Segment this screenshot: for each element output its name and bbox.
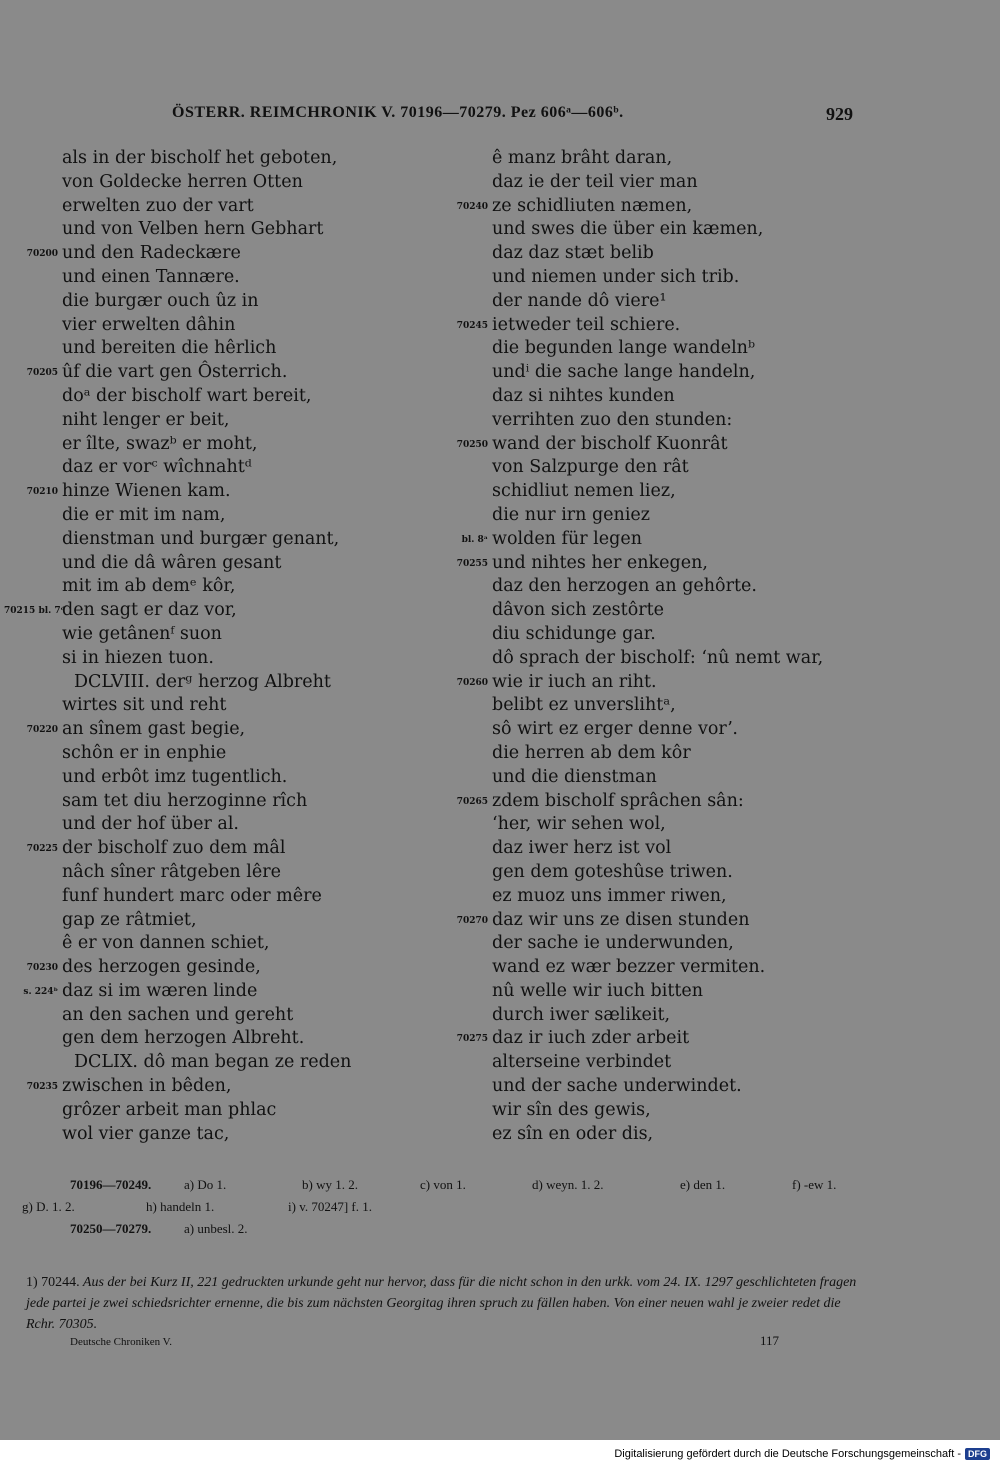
verse-text: daz iwer herz ist vol xyxy=(492,838,672,859)
verse-line xyxy=(456,909,823,933)
verse-line xyxy=(62,671,351,695)
verse-line xyxy=(62,1099,351,1123)
verse-line xyxy=(62,266,351,290)
line-number: bl. 8ᵃ xyxy=(461,534,488,545)
verse-line xyxy=(492,742,823,766)
verse-line xyxy=(492,409,823,433)
running-header xyxy=(0,104,1000,128)
verse-text: daz ir iuch zder arbeit xyxy=(492,1028,690,1049)
verse-line xyxy=(62,314,351,338)
verse-line xyxy=(492,385,823,409)
verse-line xyxy=(62,766,351,790)
verse-text: gen dem goteshûse triwen. xyxy=(492,861,733,882)
verse-line xyxy=(62,433,351,457)
verse-text: die begunden lange wandelnᵇ xyxy=(492,338,755,359)
verse-line xyxy=(492,1051,823,1075)
verse-line xyxy=(62,861,351,885)
verse-line xyxy=(62,385,351,409)
verse-text: der nande dô viere¹ xyxy=(492,290,667,311)
verse-text: zdem bischolf sprâchen sân: xyxy=(492,790,744,811)
verse-text: er îlte, swazᵇ er moht, xyxy=(62,433,258,454)
footnote xyxy=(26,1272,866,1335)
verse-text: ze schidliuten næmen, xyxy=(492,195,693,216)
series-title: Deutsche Chroniken V. xyxy=(70,1336,172,1348)
verse-line xyxy=(492,885,823,909)
verse-text: und nihtes her enkegen, xyxy=(492,552,708,573)
verse-text: doᵃ der bischolf wart bereit, xyxy=(62,385,312,406)
verse-text: funf hundert marc oder mêre xyxy=(62,885,322,906)
variant-range: 70196—70249. xyxy=(70,1177,152,1192)
verse-line xyxy=(62,552,351,576)
verse-text: daz er vorᶜ wîchnahtᵈ xyxy=(62,457,252,478)
verse-line xyxy=(62,171,351,195)
verse-line xyxy=(492,504,823,528)
verse-text: ez muoz uns immer riwen, xyxy=(492,885,727,906)
verse-text: hinze Wienen kam. xyxy=(62,481,231,502)
verse-text: die herren ab dem kôr xyxy=(492,742,691,763)
verse-line xyxy=(492,980,823,1004)
verse-line xyxy=(62,909,351,933)
verse-line xyxy=(62,694,351,718)
variant-apparatus xyxy=(22,1174,872,1240)
verse-line xyxy=(23,980,351,1004)
verse-text: und niemen under sich trib. xyxy=(492,266,740,287)
verse-text: sam tet diu herzoginne rîch xyxy=(62,790,308,811)
verse-line xyxy=(492,575,823,599)
verse-line xyxy=(62,813,351,837)
variant-note: g) D. 1. 2. xyxy=(22,1199,75,1214)
verse-text: niht lenger er beit, xyxy=(62,409,230,430)
verse-line xyxy=(26,956,351,980)
verse-text: ê manz brâht daran, xyxy=(492,148,673,168)
verse-line xyxy=(492,242,823,266)
line-number: 70220 xyxy=(26,725,58,736)
sheet-signature: 117 xyxy=(760,1333,780,1348)
credit-text: Digitalisierung gefördert durch die Deutsche Forschungsgemeinschaft - xyxy=(614,1448,961,1460)
verse-line xyxy=(456,790,823,814)
verse-text: si in hiezen tuon. xyxy=(62,647,214,668)
verse-line xyxy=(26,242,351,266)
verse-line xyxy=(492,1075,823,1099)
variant-note: b) wy 1. 2. xyxy=(302,1177,358,1192)
verse-text: undⁱ die sache lange handeln, xyxy=(492,362,756,383)
verse-line xyxy=(26,480,351,504)
verse-text: die er mit im nam, xyxy=(62,504,226,525)
line-number: 70200 xyxy=(26,249,58,260)
verse-text: verrihten zuo den stunden: xyxy=(492,409,733,430)
verse-line xyxy=(492,290,823,314)
verse-line xyxy=(62,337,351,361)
verse-line xyxy=(4,599,351,623)
verse-text: belibt ez unverslihtᵃ, xyxy=(492,695,676,716)
verse-line xyxy=(62,623,351,647)
running-title: ÖSTERR. REIMCHRONIK V. 70196—70279. Pez 606ᵃ—606ᵇ. xyxy=(172,104,624,121)
verse-text: dienstman und burgær genant, xyxy=(62,528,340,549)
verse-line xyxy=(62,932,351,956)
verse-line xyxy=(62,147,351,171)
dfg-logo: DFG xyxy=(965,1448,990,1460)
variant-note: a) unbesl. 2. xyxy=(184,1221,248,1236)
verse-line xyxy=(62,1027,351,1051)
verse-text: daz daz stæt belib xyxy=(492,243,654,264)
line-number: 70265 xyxy=(456,796,488,807)
verse-line xyxy=(492,623,823,647)
verse-text: wol vier ganze tac, xyxy=(62,1123,230,1144)
verse-text: daz den herzogen an gehôrte. xyxy=(492,576,757,597)
verse-text: des herzogen gesinde, xyxy=(62,957,261,978)
line-number: 70205 xyxy=(26,368,58,379)
verse-text: nâch sîner râtgeben lêre xyxy=(62,861,281,882)
verse-line xyxy=(492,813,823,837)
verse-text: der sache ie underwunden, xyxy=(492,933,734,954)
verse-line xyxy=(26,837,351,861)
verse-text: daz ie der teil vier man xyxy=(492,171,698,192)
variant-note: f) -ew 1. xyxy=(792,1177,837,1192)
verse-line xyxy=(456,314,823,338)
verse-line xyxy=(26,718,351,742)
variant-row xyxy=(22,1218,872,1240)
verse-text: die nur irn geniez xyxy=(492,504,650,525)
variant-row xyxy=(22,1196,872,1218)
verse-text: und einen Tannære. xyxy=(62,266,240,287)
verse-line xyxy=(492,1004,823,1028)
variant-row xyxy=(22,1174,872,1196)
verse-text: wir sîn des gewis, xyxy=(492,1099,651,1120)
verse-text: durch iwer sælikeit, xyxy=(492,1004,671,1025)
verse-text: an den sachen und gereht xyxy=(62,1004,294,1025)
line-number: 70255 xyxy=(456,558,488,569)
variant-note: h) handeln 1. xyxy=(146,1199,215,1214)
verse-line xyxy=(461,528,823,552)
verse-text: ez sîn en oder dis, xyxy=(492,1123,654,1144)
verse-line xyxy=(62,456,351,480)
verse-text: der bischolf zuo dem mâl xyxy=(62,838,286,859)
verse-line xyxy=(492,599,823,623)
line-number: s. 224ᵇ xyxy=(23,986,58,997)
variant-range: 70250—70279. xyxy=(70,1221,152,1236)
verse-text: ʻher, wir sehen wol, xyxy=(492,814,666,835)
line-number: 70275 xyxy=(456,1034,488,1045)
line-number: 70210 xyxy=(26,487,58,498)
verse-text: und der sache underwindet. xyxy=(492,1076,742,1097)
verse-text: nû welle wir iuch bitten xyxy=(492,980,704,1001)
verse-text: gap ze râtmiet, xyxy=(62,909,197,930)
verse-text: als in der bischolf het geboten, xyxy=(62,148,338,168)
verse-line xyxy=(62,885,351,909)
verse-line xyxy=(492,337,823,361)
verse-text: ûf die vart gen Ôsterrich. xyxy=(62,362,288,383)
verse-line xyxy=(26,1075,351,1099)
verse-line xyxy=(492,1099,823,1123)
verse-line xyxy=(62,528,351,552)
verse-line xyxy=(492,266,823,290)
verse-line xyxy=(62,575,351,599)
verse-line xyxy=(456,671,823,695)
verse-text: und die dâ wâren gesant xyxy=(62,552,282,573)
variant-note: c) von 1. xyxy=(420,1177,466,1192)
verse-text: und von Velben hern Gebhart xyxy=(62,219,324,240)
verse-text: dô sprach der bischolf: ʻnû nemt war, xyxy=(492,647,824,668)
verse-text: DCLIX. dô man began ze reden xyxy=(74,1052,352,1073)
verse-text: von Goldecke herren Otten xyxy=(62,171,303,192)
verse-text: daz wir uns ze disen stunden xyxy=(492,909,750,930)
verse-line xyxy=(492,861,823,885)
verse-line xyxy=(492,647,823,671)
verse-text: dâvon sich zestôrte xyxy=(492,600,664,621)
line-number: 70230 xyxy=(26,963,58,974)
verse-text: und swes die über ein kæmen, xyxy=(492,219,764,240)
verse-line xyxy=(492,932,823,956)
verse-line xyxy=(492,147,823,171)
digitization-credit xyxy=(614,1448,990,1460)
verse-line xyxy=(62,409,351,433)
verse-text: daz si nihtes kunden xyxy=(492,385,675,406)
verse-text: alterseine verbindet xyxy=(492,1052,672,1073)
variant-note: a) Do 1. xyxy=(184,1177,227,1192)
verse-text: schôn er in enphie xyxy=(62,742,227,763)
verse-line xyxy=(492,456,823,480)
verse-text: wirtes sit und reht xyxy=(62,695,227,716)
line-number: 70240 xyxy=(456,201,488,212)
verse-line xyxy=(492,218,823,242)
verse-text: zwischen in bêden, xyxy=(62,1076,232,1097)
verse-line xyxy=(62,647,351,671)
right-verse-column xyxy=(456,147,824,1146)
verse-text: schidliut nemen liez, xyxy=(492,481,676,502)
verse-text: wand der bischolf Kuonrât xyxy=(492,433,728,454)
verse-text: ê er von dannen schiet, xyxy=(62,933,270,954)
line-number: 70250 xyxy=(456,439,488,450)
verse-text: sô wirt ez erger denne vorʼ. xyxy=(492,719,738,740)
verse-line xyxy=(492,956,823,980)
verse-text: grôzer arbeit man phlac xyxy=(62,1099,277,1120)
verse-line xyxy=(492,171,823,195)
verse-text: und erbôt imz tugentlich. xyxy=(62,766,288,787)
verse-text: mit im ab demᵉ kôr, xyxy=(62,576,236,597)
verse-text: an sînem gast begie, xyxy=(62,719,246,740)
verse-text: daz si im wæren linde xyxy=(62,980,258,1001)
verse-line xyxy=(492,766,823,790)
verse-line xyxy=(492,1123,823,1147)
line-number: 70235 xyxy=(26,1082,58,1093)
verse-line xyxy=(492,480,823,504)
verse-line xyxy=(62,218,351,242)
line-number: 70215 bl. 7ᵈ xyxy=(4,606,66,617)
verse-text: diu schidunge gar. xyxy=(492,623,656,644)
verse-line xyxy=(492,718,823,742)
verse-line xyxy=(62,742,351,766)
line-number: 70225 xyxy=(26,844,58,855)
verse-line xyxy=(62,1051,351,1075)
verse-text: ietweder teil schiere. xyxy=(492,314,681,335)
verse-line xyxy=(62,290,351,314)
verse-line xyxy=(26,361,351,385)
verse-line xyxy=(456,1027,823,1051)
verse-line xyxy=(456,552,823,576)
variant-note: d) weyn. 1. 2. xyxy=(532,1177,604,1192)
verse-text: und der hof über al. xyxy=(62,814,239,835)
verse-line xyxy=(62,504,351,528)
verse-text: erwelten zuo der vart xyxy=(62,195,254,216)
verse-text: und die dienstman xyxy=(492,766,657,787)
verse-line xyxy=(62,1004,351,1028)
verse-line xyxy=(456,195,823,219)
verse-text: und den Radeckære xyxy=(62,243,241,264)
verse-text: wolden für legen xyxy=(492,528,642,549)
verse-text: den sagt er daz vor, xyxy=(62,600,237,621)
line-number: 70260 xyxy=(456,677,488,688)
verse-line xyxy=(492,837,823,861)
variant-note: e) den 1. xyxy=(680,1177,726,1192)
line-number: 70270 xyxy=(456,915,488,926)
verse-text: gen dem herzogen Albreht. xyxy=(62,1028,305,1049)
verse-line xyxy=(62,195,351,219)
verse-text: von Salzpurge den rât xyxy=(492,457,689,478)
verse-text: wie getânenᶠ suon xyxy=(62,623,222,644)
verse-text: und bereiten die hêrlich xyxy=(62,338,277,359)
verse-text: DCLVIII. derᵍ herzog Albreht xyxy=(74,671,331,692)
verse-text: vier erwelten dâhin xyxy=(62,314,236,335)
left-verse-column xyxy=(4,147,352,1146)
verse-line xyxy=(62,1123,351,1147)
verse-line xyxy=(456,433,823,457)
page-number: 929 xyxy=(826,104,853,124)
variant-note: i) v. 70247] f. 1. xyxy=(288,1199,373,1214)
line-number: 70245 xyxy=(456,320,488,331)
verse-line xyxy=(62,790,351,814)
footnote-text: Aus der bei Kurz II, 221 gedruckten urkunde geht nur hervor, dass für die nicht schon in den urkk. vom 24. IX. 1297 geschlichteten fragen jede partei je zwei schiedsrichter ernenne, die bis zum nächsten Georgitag ihren spruch zu fällen haben. Von einer neuen wahl je zweier redet die Rchr. 70305. xyxy=(26,1275,857,1332)
footnote-number: 1) 70244. xyxy=(26,1275,80,1290)
verse-line xyxy=(492,361,823,385)
verse-line xyxy=(492,694,823,718)
verse-text: die burgær ouch ûz in xyxy=(62,290,259,311)
verse-text: wie ir iuch an riht. xyxy=(492,671,657,692)
verse-text: wand ez wær bezzer vermiten. xyxy=(492,957,766,978)
